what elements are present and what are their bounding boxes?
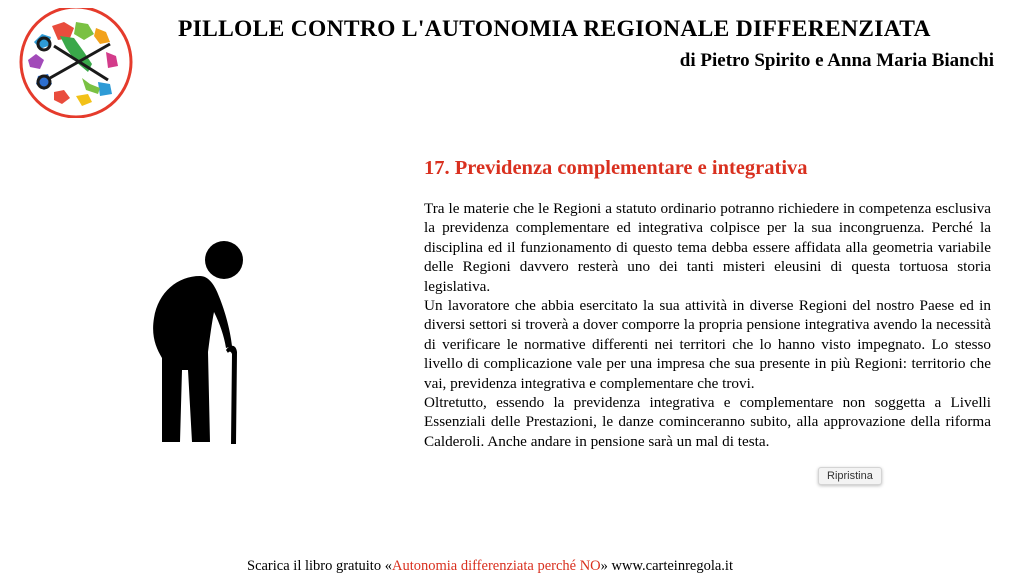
paragraph: Tra le materie che le Regioni a statuto ordinario potranno richiedere in competenza esclusiva la previdenza complementare ed integrativa colpisce per la sua incongruenza. Perché la disciplina ed il funzionamento di questo tema debba essere affidata alla geometria variabile delle Regioni davvero resterà uno dei tanti misteri eleusini di questa tortuosa storia legislativa. xyxy=(424,200,991,295)
restore-tooltip[interactable]: Ripristina xyxy=(818,467,882,485)
footer xyxy=(0,558,980,575)
authors-line: di Pietro Spirito e Anna Maria Bianchi xyxy=(679,50,994,71)
italy-map-scissors-logo xyxy=(14,8,138,118)
page-title: PILLOLE CONTRO L'AUTONOMIA REGIONALE DIFFERENZIATA xyxy=(178,16,931,42)
elderly-person-with-cane-icon xyxy=(140,232,260,452)
paragraph: Oltretutto, essendo la previdenza integrativa e complementare non soggetta a Livelli Essenziali delle Prestazioni, le danze cominceranno subito, alla approvazione della riforma Calderoli. Anche andare in pensione sarà un mal di testa. xyxy=(424,394,991,450)
footer-suffix: » www.carteinregola.it xyxy=(600,558,733,574)
book-title-link[interactable]: Autonomia differenziata perché NO xyxy=(391,558,601,574)
body-text xyxy=(424,199,991,451)
paragraph: Un lavoratore che abbia esercitato la sua attività in diverse Regioni del nostro Paese ed in diversi settori si troverà a dover comporre la propria pensione integrativa avendo la necessità di verificare le normative differenti nei territori che lo hanno visto impegnato. Lo stesso livello di complicazione vale per una impresa che sua presente in più Regioni: territorio che vai, previdenza integrativa e complementare che trovi. xyxy=(424,297,991,392)
section-title: 17. Previdenza complementare e integrativa xyxy=(424,157,808,179)
footer-prefix: Scarica il libro gratuito « xyxy=(247,558,392,574)
